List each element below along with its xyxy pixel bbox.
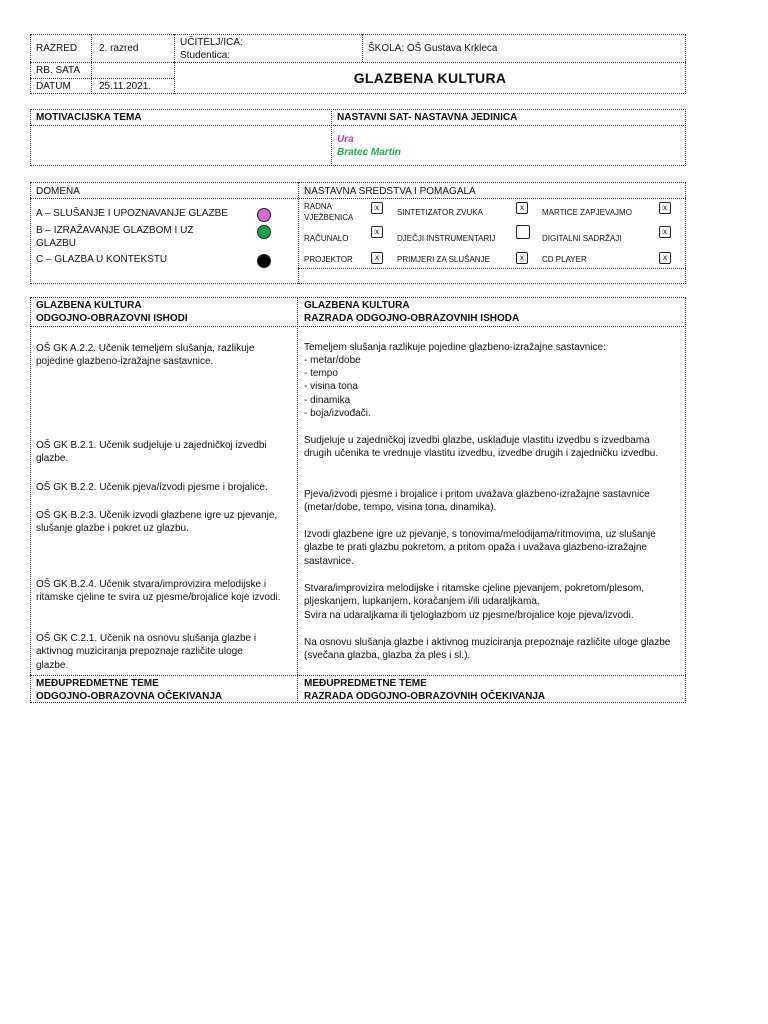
domena-a-color-dot (257, 208, 271, 222)
razred-label: RAZRED (36, 43, 78, 54)
ishod-a-2-2: OŠ GK A.2.2. Učenik temeljem slušanja, razlikuje pojedine glazbeno-izražajne sastavnice. (36, 343, 255, 368)
ucitelj-label: UČITELJ/ICA: (180, 37, 243, 48)
ishod-c-2-1: OŠ GK C.2.1. Učenik na osnovu slušanja glazbe i aktivnog muziciranja prepoznaje različite uloge glazbe. (36, 633, 257, 671)
sredstvo-digitalni-sadrzaji: DIGITALNI SADRŽAJI (542, 234, 622, 243)
razrada-list-item: - dinamika (304, 395, 351, 406)
sredstvo-cd-player: CD PLAYER (542, 255, 587, 264)
razrada-b-2-4-a: Stvara/improvizira melodijske i ritamske cjeline pjevanjem, pokretom/plesom, pljeskanjem, lupkanjem, koračanjem i/ili udaraljkama. (304, 583, 645, 608)
razrada-intro: Temeljem slušanja razlikuje pojedine glazbeno-izražajne sastavnice: (304, 342, 606, 353)
sredstvo-radna-vjezbenica-checkbox[interactable]: x (371, 202, 383, 214)
medupredmetne-right-header-1: MEĐUPREDMETNE TEME (304, 678, 427, 689)
sredstvo-martice-zapjevajmo: MARTICE ZAPJEVAJMO (542, 208, 632, 217)
motivacijska-tema-label: MOTIVACIJSKA TEMA (36, 112, 142, 123)
sredstvo-racunalo-checkbox[interactable]: x (371, 226, 383, 238)
ishod-b-2-4: OŠ GK B.2.4. Učenik stvara/improvizira melodijske i ritamske cjeline te svira uz pjesme/brojalice koje izvodi. (36, 579, 281, 604)
razrada-b-2-4-b: Svira na udaraljkama ili tjeloglazbom uz pjesme/brojalice koje pjeva/izvodi. (304, 610, 634, 621)
medupredmetne-right-header-2: RAZRADA ODGOJNO-OBRAZOVNIH OČEKIVANJA (304, 691, 546, 702)
razred-value: 2. razred (99, 43, 139, 54)
sredstvo-digitalni-sadrzaji-checkbox[interactable]: x (659, 226, 671, 238)
studentica-label: Studentica: (180, 50, 231, 61)
sredstva-label: NASTAVNA SREDSTVA I POMAGALA (304, 186, 476, 197)
sredstvo-sintetizator-zvuka: SINTETIZATOR ZVUKA (397, 208, 483, 217)
sredstvo-radna-vjezbenica: RADNA VJEŽBENICA (304, 202, 354, 222)
datum-value: 25.11.2021. (99, 81, 152, 92)
ishodi-right-header-1: GLAZBENA KULTURA (304, 300, 410, 311)
rb-sata-label: RB. SATA (36, 65, 81, 76)
sredstvo-cd-player-checkbox[interactable]: x (659, 252, 671, 264)
razrada-list-item: - tempo (304, 368, 338, 379)
sredstvo-djecji-instrumentarij-checkbox[interactable] (516, 225, 530, 239)
domena-c-color-dot (257, 254, 271, 268)
razrada-b-2-2: Pjeva/izvodi pjesme i brojalice i pritom uvažava glazbeno-izražajne sastavnice (metar/dobe, tempo, visina tona, dinamika). (304, 489, 650, 514)
sredstvo-sintetizator-zvuka-checkbox[interactable]: x (516, 202, 528, 214)
ishodi-left-header-1: GLAZBENA KULTURA (36, 300, 142, 311)
school-name: ŠKOLA: OŠ Gustava Krkleca (368, 43, 498, 54)
sredstvo-projektor: PROJEKTOR (304, 255, 353, 264)
datum-label: DATUM (36, 81, 71, 92)
razrada-b-2-3: Izvodi glazbene igre uz pjevanje, s tonovima/melodijama/ritmovima, uz slušanje glazbe te prati glazbu pokretom, a pritom opaža i uvažava glazbeno-izražajne sastavnice. (304, 529, 656, 567)
nastavni-sat-label: NASTAVNI SAT- NASTAVNA JEDINICA (337, 112, 518, 123)
ishodi-right-header-2: RAZRADA ODGOJNO-OBRAZOVNIH ISHODA (304, 313, 520, 324)
subject-title: GLAZBENA KULTURA (353, 70, 507, 86)
sredstvo-djecji-instrumentarij: DJEČJI INSTRUMENTARIJ (397, 234, 496, 243)
domena-b-text: B – IZRAŽAVANJE GLAZBOM I UZ GLAZBU (36, 225, 194, 249)
ishod-b-2-1: OŠ GK B.2.1. Učenik sudjeluje u zajedničkoj izvedbi glazbe. (36, 440, 267, 465)
medupredmetne-left-header-2: ODGOJNO-OBRAZOVNA OČEKIVANJA (36, 691, 223, 702)
razrada-b-2-1: Sudjeluje u zajedničkoj izvedbi glazbe, usklađuje vlastitu izvedbu s izvedbama drugih učenika te vrednuje vlastitu izvedbu, izvedbe drugih i zajedničku izvedbu. (304, 435, 659, 460)
ishod-b-2-2: OŠ GK B.2.2. Učenik pjeva/izvodi pjesme i brojalice. (36, 482, 268, 493)
razrada-list-item: - metar/dobe (304, 355, 361, 366)
ishod-b-2-3: OŠ GK B.2.3. Učenik izvodi glazbene igre uz pjevanje, slušanje glazbe i pokret uz glazbu. (36, 510, 278, 535)
sredstvo-primjeri-za-slusanje: PRIMJERI ZA SLUŠANJE (397, 255, 490, 264)
medupredmetne-left-header-1: MEĐUPREDMETNE TEME (36, 678, 159, 689)
razrada-list-item: - visina tona (304, 381, 358, 392)
domena-a-text: A – SLUŠANJE I UPOZNAVANJE GLAZBE (36, 208, 228, 219)
sredstvo-racunalo: RAČUNALO (304, 234, 349, 243)
sredstvo-projektor-checkbox[interactable]: x (371, 252, 383, 264)
razrada-list-item: - boja/izvođači. (304, 408, 371, 419)
domena-label: DOMENA (36, 186, 80, 197)
sredstvo-primjeri-za-slusanje-checkbox[interactable]: x (516, 252, 528, 264)
unit-ura: Ura (337, 134, 354, 145)
unit-bratec-martin: Bratec Martin (337, 147, 401, 158)
razrada-c-2-1: Na osnovu slušanja glazbe i aktivnog muziciranja prepoznaje različite uloge glazbe (svečana glazba, glazba za ples i sl.). (304, 637, 671, 662)
ishodi-left-header-2: ODGOJNO-OBRAZOVNI ISHODI (36, 313, 188, 324)
domena-b-color-dot (257, 225, 271, 239)
sredstvo-martice-zapjevajmo-checkbox[interactable]: x (659, 202, 671, 214)
domena-c-text: C – GLAZBA U KONTEKSTU (36, 254, 168, 265)
